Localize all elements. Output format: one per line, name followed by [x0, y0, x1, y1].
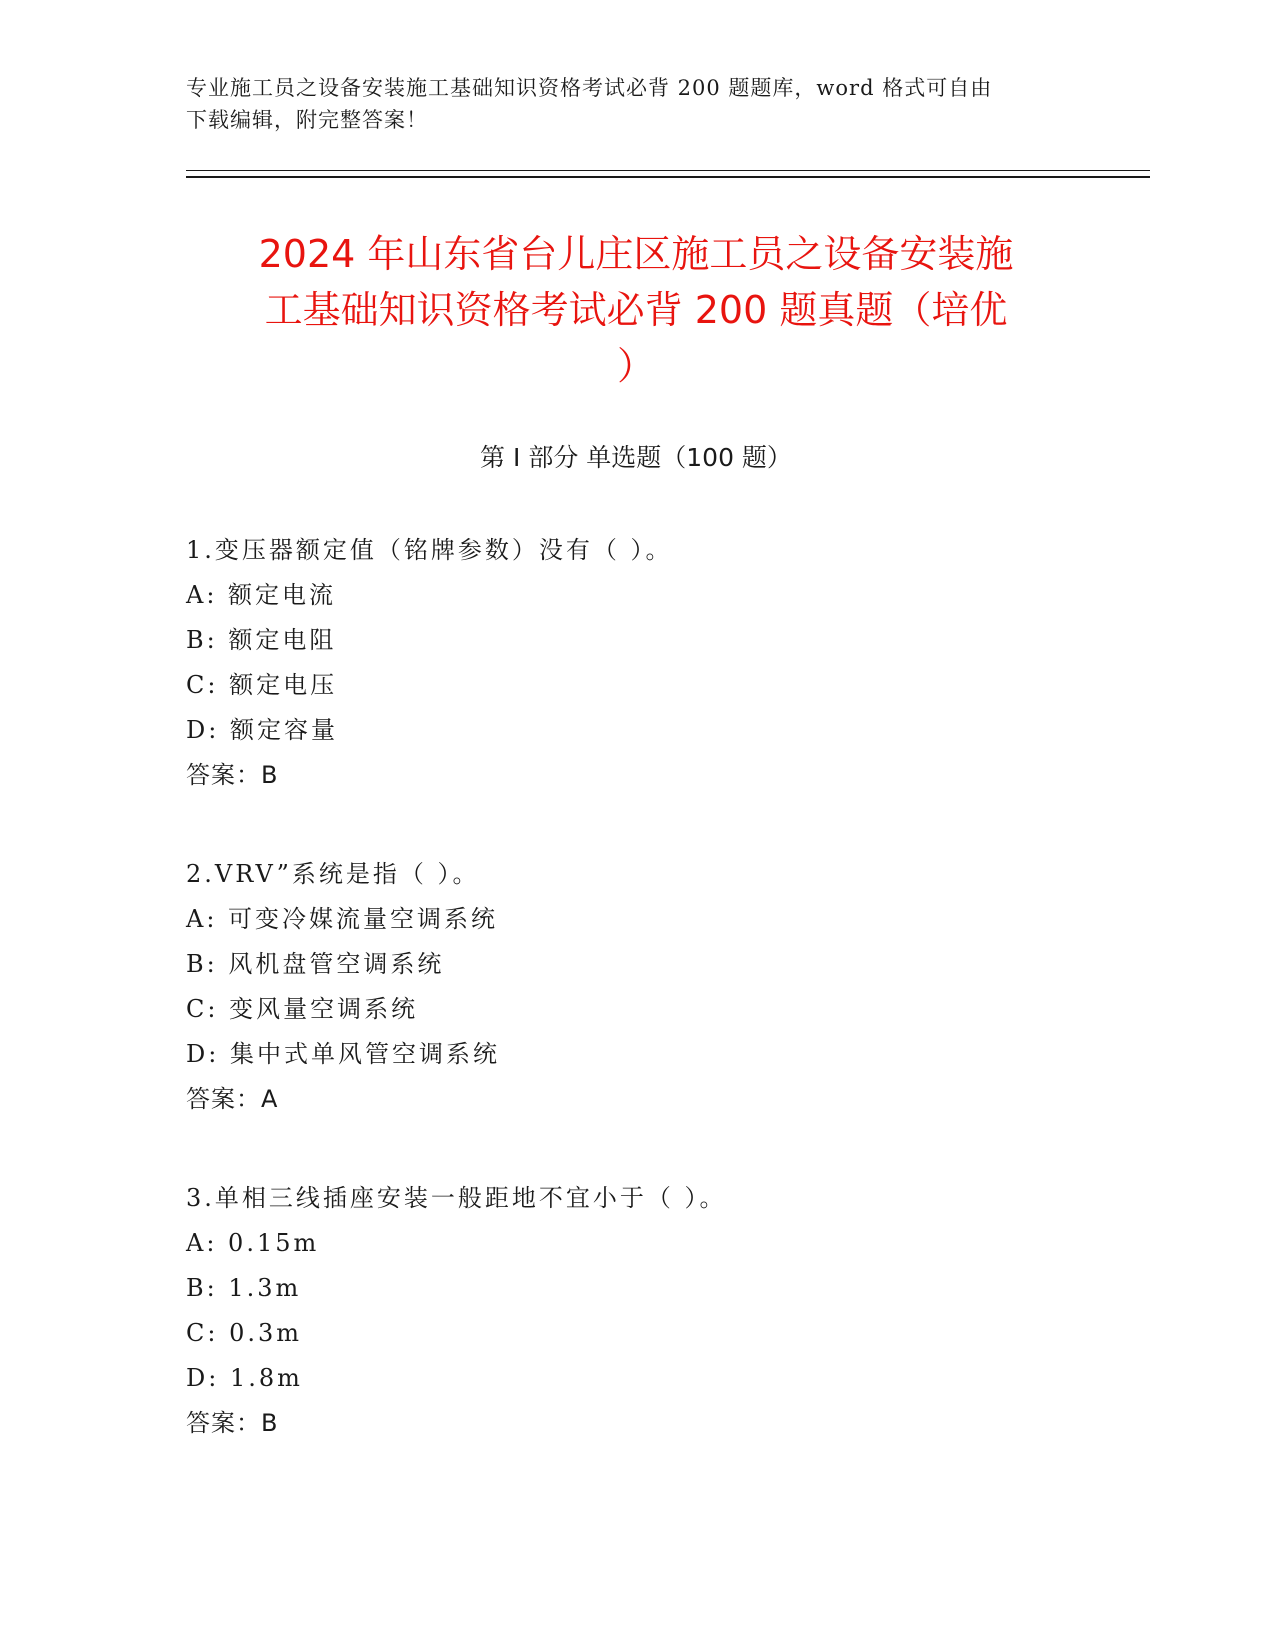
header-divider-thin — [186, 170, 1150, 171]
option-a: A: 可变冷媒流量空调系统 — [186, 905, 499, 933]
document-title — [186, 226, 1086, 394]
question-item — [186, 528, 1086, 798]
section-heading: 第 I 部分 单选题（100 题） — [480, 443, 792, 472]
question-list — [186, 528, 1086, 1500]
option-d: D: 额定容量 — [186, 716, 338, 744]
option-b: B: 额定电阻 — [186, 626, 337, 654]
title-line-3: ） — [616, 344, 655, 388]
answer-line: 答案：B — [186, 761, 279, 789]
option-d: D: 集中式单风管空调系统 — [186, 1040, 500, 1068]
option-a: A: 0.15m — [186, 1229, 320, 1257]
question-item — [186, 1176, 1086, 1446]
option-c: C: 0.3m — [186, 1319, 303, 1347]
option-c: C: 变风量空调系统 — [186, 995, 419, 1023]
question-stem: 1.变压器额定值（铭牌参数）没有（ ）。 — [186, 536, 673, 564]
question-stem: 2.VRV”系统是指（ ）。 — [186, 860, 480, 888]
header-divider-thick — [186, 176, 1150, 178]
option-b: B: 风机盘管空调系统 — [186, 950, 445, 978]
answer-line: 答案：A — [186, 1085, 279, 1113]
header-note-line-2: 下载编辑，附完整答案！ — [186, 108, 428, 132]
option-b: B: 1.3m — [186, 1274, 302, 1302]
answer-line: 答案：B — [186, 1409, 279, 1437]
title-line-2: 工基础知识资格考试必背 200 题真题（培优 — [264, 288, 1008, 332]
option-d: D: 1.8m — [186, 1364, 303, 1392]
option-a: A: 额定电流 — [186, 581, 337, 609]
option-c: C: 额定电压 — [186, 671, 338, 699]
title-line-1: 2024 年山东省台儿庄区施工员之设备安装施 — [258, 232, 1014, 276]
header-note-line-1: 专业施工员之设备安装施工基础知识资格考试必背 200 题题库，word 格式可自由 — [186, 76, 993, 100]
header-note — [186, 72, 1086, 136]
question-stem: 3.单相三线插座安装一般距地不宜小于（ ）。 — [186, 1184, 727, 1212]
question-item — [186, 852, 1086, 1122]
